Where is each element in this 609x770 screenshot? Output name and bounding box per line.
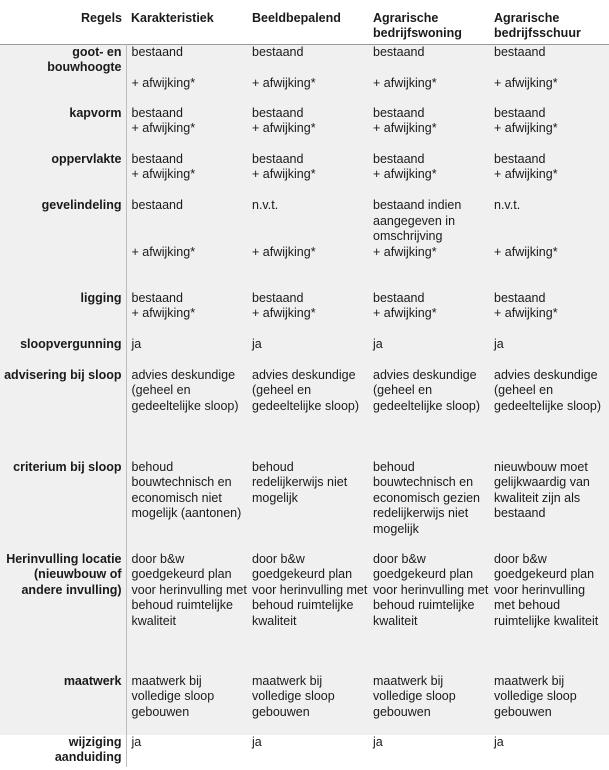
table-cell: + afwijking*	[489, 167, 609, 198]
table-cell: bestaand	[247, 106, 368, 121]
table-cell: bestaand	[489, 45, 609, 76]
table-cell: maatwerk bij volledige sloop gebouwen	[368, 674, 489, 735]
table-cell: bestaand	[126, 152, 247, 167]
row-label-kapvorm: kapvorm	[0, 106, 126, 152]
table-cell: + afwijking*	[247, 121, 368, 152]
table-cell: door b&w goedgekeurd plan voor herinvulling met behoud ruimtelijke kwaliteit	[489, 552, 609, 674]
table-cell: ja	[494, 734, 504, 749]
row-label-gevelindeling: gevelindeling	[0, 198, 126, 290]
table-cell: advies deskundige (geheel en gedeeltelijke sloop)	[489, 368, 609, 460]
table-cell: n.v.t.	[489, 198, 609, 244]
table-cell: door b&w goedgekeurd plan voor herinvulling met behoud ruimtelijke kwaliteit	[368, 552, 489, 674]
table-cell: behoud bouwtechnisch en economisch niet mogelijk (aantonen)	[126, 460, 247, 552]
table-cell: advies deskundige (geheel en gedeeltelijke sloop)	[126, 368, 247, 460]
row-label-wijziging: wijziging aanduiding	[54, 734, 122, 765]
table-cell: n.v.t.	[247, 198, 368, 244]
table-cell: advies deskundige (geheel en gedeeltelijke sloop)	[368, 368, 489, 460]
table-row	[0, 460, 609, 552]
table-cell: + afwijking*	[489, 76, 609, 106]
table-cell: bestaand	[368, 106, 489, 121]
header-agrarische-bedrijfsschuur: Agrarische bedrijfsschuur	[494, 11, 581, 41]
table-cell: + afwijking*	[247, 76, 368, 106]
table-cell: + afwijking*	[489, 121, 609, 152]
table-cell: + afwijking*	[126, 306, 247, 337]
table-cell: bestaand	[247, 45, 368, 76]
table-cell: bestaand	[368, 45, 489, 76]
table-cell: bestaand	[368, 291, 489, 306]
table-cell: maatwerk bij volledige sloop gebouwen	[126, 674, 247, 735]
row-label-advisering: advisering bij sloop	[0, 368, 126, 460]
table-row	[0, 337, 609, 368]
table-cell: ja	[126, 337, 247, 368]
table-cell: bestaand	[126, 291, 247, 306]
table-cell: + afwijking*	[368, 76, 489, 106]
row-label-maatwerk: maatwerk	[0, 674, 126, 735]
row-label-ligging: ligging	[0, 291, 126, 337]
table-cell: behoud redelijkerwijs niet mogelijk	[247, 460, 368, 552]
row-label-goot: goot- en bouwhoogte	[0, 45, 126, 106]
table-cell: + afwijking*	[489, 245, 609, 291]
table-cell: ja	[252, 734, 262, 749]
table-cell: + afwijking*	[247, 167, 368, 198]
table-cell: + afwijking*	[126, 167, 247, 198]
table-cell: ja	[373, 734, 383, 749]
row-label-criterium: criterium bij sloop	[0, 460, 126, 552]
header-regels: Regels	[81, 11, 122, 25]
table-cell: bestaand	[126, 45, 247, 76]
table-cell: behoud bouwtechnisch en economisch gezien redelijkerwijs niet mogelijk	[368, 460, 489, 552]
table-cell: bestaand	[247, 152, 368, 167]
table-cell: ja	[247, 337, 368, 368]
table-cell: bestaand	[368, 152, 489, 167]
header-beeldbepalend: Beeldbepalend	[252, 11, 341, 25]
table-cell: + afwijking*	[368, 306, 489, 337]
table-cell: ja	[126, 735, 247, 767]
table-row	[0, 735, 609, 767]
table-cell: bestaand indien aangegeven in omschrijving	[368, 198, 489, 244]
header-row	[0, 0, 609, 45]
table-row	[0, 198, 609, 244]
row-label-sloopvergunning: sloopvergunning	[0, 337, 126, 368]
row-label-herinvulling: Herinvulling locatie (nieuwbouw of andere invulling)	[0, 552, 126, 674]
table-cell: bestaand	[489, 152, 609, 167]
table-cell: maatwerk bij volledige sloop gebouwen	[247, 674, 368, 735]
table-cell: bestaand	[489, 106, 609, 121]
table-cell: + afwijking*	[368, 167, 489, 198]
table-cell: bestaand	[247, 291, 368, 306]
table-cell: door b&w goedgekeurd plan voor herinvulling met behoud ruimtelijke kwaliteit	[126, 552, 247, 674]
table-cell: + afwijking*	[247, 306, 368, 337]
table-cell: + afwijking*	[489, 306, 609, 337]
table-cell: bestaand	[489, 291, 609, 306]
table-cell: advies deskundige (geheel en gedeeltelijke sloop)	[247, 368, 368, 460]
table-cell: maatwerk bij volledige sloop gebouwen	[489, 674, 609, 735]
row-label-oppervlakte: oppervlakte	[0, 152, 126, 198]
table-cell: + afwijking*	[247, 245, 368, 291]
table-cell: ja	[368, 337, 489, 368]
table-row	[0, 674, 609, 735]
table-cell: bestaand	[126, 198, 247, 244]
header-karakteristiek: Karakteristiek	[131, 11, 214, 25]
table-cell: + afwijking*	[126, 245, 247, 291]
table-row	[0, 291, 609, 306]
table-row	[0, 106, 609, 121]
table-cell: + afwijking*	[368, 245, 489, 291]
table-cell: ja	[489, 337, 609, 368]
table-cell: bestaand	[126, 106, 247, 121]
table-cell: door b&w goedgekeurd plan voor herinvulling met behoud ruimtelijke kwaliteit	[247, 552, 368, 674]
table-row	[0, 152, 609, 167]
table-cell: + afwijking*	[126, 76, 247, 106]
table-cell: + afwijking*	[368, 121, 489, 152]
table-row	[0, 552, 609, 674]
table-row	[0, 45, 609, 76]
table-cell: nieuwbouw moet gelijkwaardig van kwaliteit zijn als bestaand	[489, 460, 609, 552]
table-cell: + afwijking*	[126, 121, 247, 152]
header-agrarische-bedrijfswoning: Agrarische bedrijfswoning	[373, 11, 462, 41]
table-row	[0, 368, 609, 460]
